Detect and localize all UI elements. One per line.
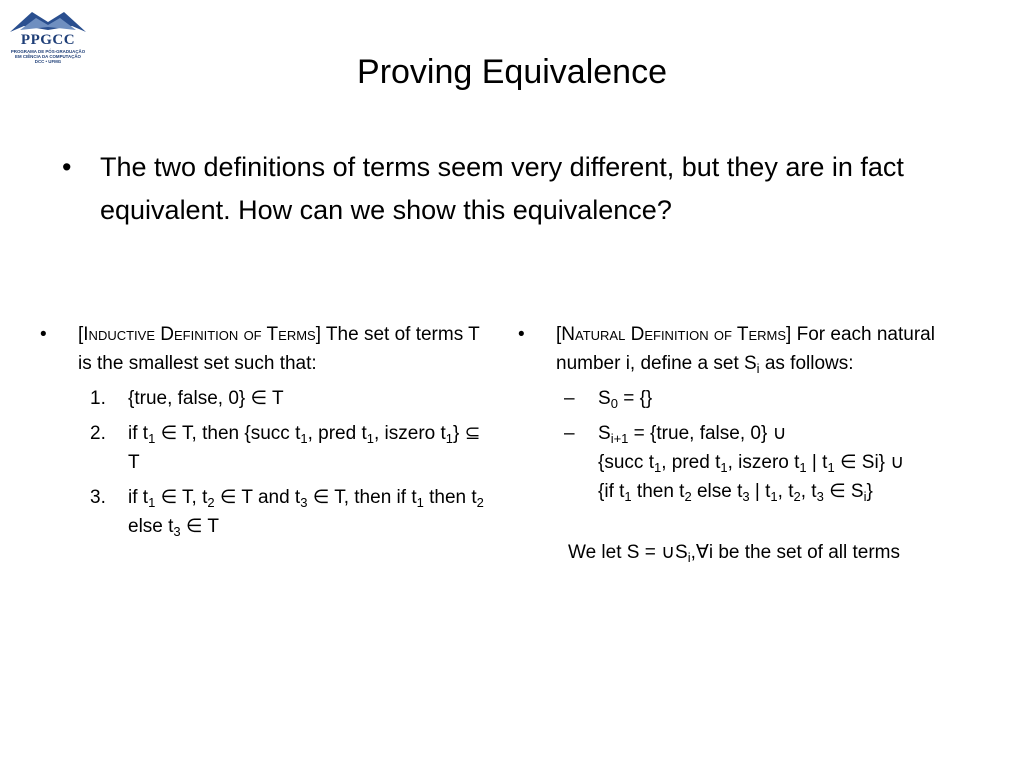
slide-title: Proving Equivalence <box>357 53 667 91</box>
inductive-intro: ] The set of terms T is the smallest set such that: <box>78 324 480 374</box>
set-union-note: We let $S = \cup S_i,\forall i$ be the set of all terms <box>568 542 900 565</box>
logo-subtitle-line3: DCC • UFMG <box>34 59 62 64</box>
bullet-icon: • <box>518 324 525 345</box>
logo-subtitle-line2: EM CIÊNCIA DA COMPUTAÇÃO <box>15 54 81 59</box>
natural-definition: • [Natural Definition of Terms] For each natural number i, define a set $S_i$ as follows: <box>518 320 988 378</box>
list-item: 2. if $t_1$ ∈ T, then {succ $t_1$, pred $t_1$, iszero $t_1$} ⊆ T <box>90 423 481 473</box>
inductive-definition: • [Inductive Definition of Terms] The set of terms T is the smallest set such that: <box>40 320 490 378</box>
left-column <box>40 320 490 541</box>
bullet-icon: • <box>40 324 47 345</box>
bullet-icon: • <box>62 152 72 182</box>
list-item: 3. if $t_1$ ∈ T, $t_2$ ∈ T and $t_3$ ∈ T, then if $t_1$ then $t_2$ else $t_3$ ∈ T <box>90 487 484 539</box>
right-column <box>518 320 988 567</box>
list-item: 1. {true, false, 0} ∈ T <box>90 388 284 409</box>
inductive-heading: Inductive Definition of Terms <box>83 324 316 345</box>
main-bullet <box>62 146 922 232</box>
list-item: – $S_0$ = {} <box>564 388 653 411</box>
main-bullet-text: The two definitions of terms seem very different, but they are in fact equivalent. How can we show this equivalence? <box>100 152 904 225</box>
logo-subtitle-line1: PROGRAMA DE PÓS-GRADUAÇÃO <box>10 49 86 54</box>
natural-heading: Natural Definition of Terms <box>561 324 787 345</box>
list-item: – $S_{i+1}$ = {true, false, 0} ∪ {succ $t_1$, pred $t_1$, iszero $t_1$ | $t_1$ ∈ Si} ∪ {if $t_1$ then $t_2$ else $t_3$ | $t_1$, $t_2$, $t_3$ ∈ $S_i$} <box>564 423 905 504</box>
logo-name: PPGCC <box>20 32 76 48</box>
